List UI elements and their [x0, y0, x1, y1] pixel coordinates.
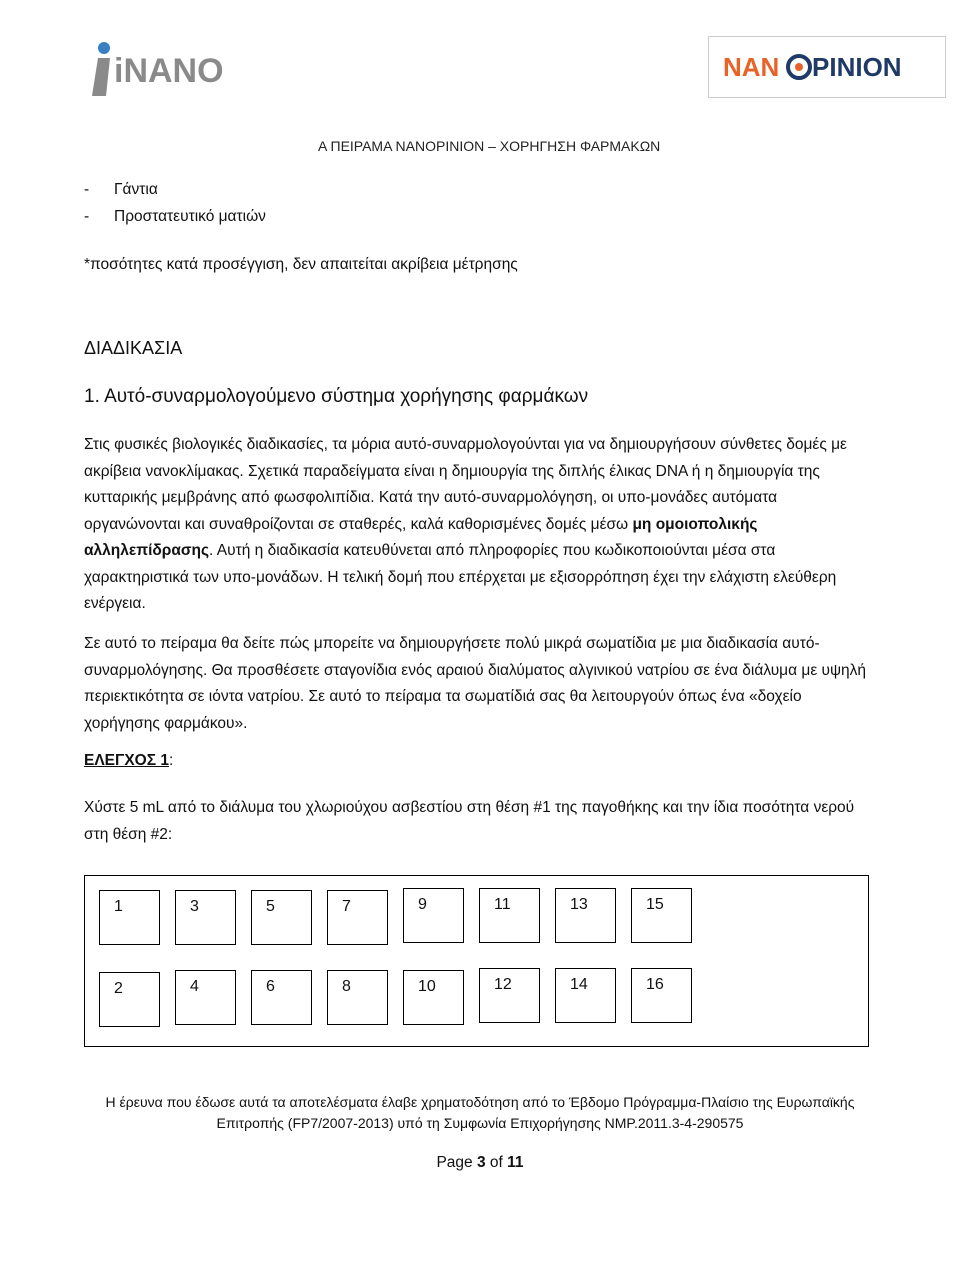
tray-well: 12	[479, 968, 540, 1023]
page-number: Page 3 of 11	[436, 1154, 524, 1171]
paragraph-instructions: Χύστε 5 mL από το διάλυμα του χλωριούχου ασβεστίου στη θέση #1 της παγοθήκης και την ίδια ποσότητα νερού στη θέση #2:	[84, 799, 855, 843]
tray-well: 8	[327, 970, 388, 1025]
tray-well: 5	[251, 890, 312, 945]
tray-well: 7	[327, 890, 388, 945]
section-heading: ΔΙΑΔΙΚΑΣΙΑ	[84, 338, 183, 358]
nanopinion-logo	[708, 36, 946, 98]
check-label: ΕΛΕΓΧΟΣ 1:	[84, 752, 174, 769]
materials-list	[84, 176, 266, 230]
tray-well: 14	[555, 968, 616, 1023]
tray-well: 2	[99, 972, 160, 1027]
footer-line: Επιτροπής (FP7/2007-2013) υπό τη Συμφωνία Επιχορήγησης NMP.2011.3-4-290575	[216, 1115, 744, 1131]
tray-well: 1	[99, 890, 160, 945]
list-item: - Προστατευτικό ματιών	[84, 208, 266, 225]
list-item: - Γάντια	[84, 181, 158, 198]
tray-well: 6	[251, 970, 312, 1025]
footer-line: Η έρευνα που έδωσε αυτά τα αποτελέσματα έλαβε χρηματοδότηση από το Έβδομο Πρόγραμμα-Πλαίσιο της Ευρωπαϊκής	[105, 1094, 855, 1110]
tray-well: 10	[403, 970, 464, 1025]
tray-well: 13	[555, 888, 616, 943]
tray-well: 11	[479, 888, 540, 943]
tray-well: 9	[403, 888, 464, 943]
subheading: 1. Αυτό-συναρμολογούμενο σύστημα χορήγησης φαρμάκων	[84, 386, 589, 407]
quantities-note: *ποσότητες κατά προσέγγιση, δεν απαιτείται ακρίβεια μέτρησης	[84, 256, 518, 273]
bold-term: μη ομοιοπολικής αλληλεπίδρασης	[84, 515, 758, 559]
inano-logo-text: iNANO	[114, 52, 224, 90]
paragraph-experiment: Σε αυτό το πείραμα θα δείτε πώς μπορείτε να δημιουργήσετε πολύ μικρά σωματίδια με μια διαδικασία αυτό-συναρμολόγησης. Θα προσθέσετε σταγονίδια ενός αραιού διαλύματος αλγινικού νατρίου σε ένα διάλυμα με υψηλή περιεκτικότητα σε ιόντα νατρίου. Σε αυτό το πείραμα τα σωματίδιά σας θα λειτουργούν όπως ένα «δοχείο χορήγησης φαρμάκου».	[84, 635, 867, 732]
funding-footer	[0, 1092, 960, 1134]
paragraph-self-assembly: Στις φυσικές βιολογικές διαδικασίες, τα μόρια αυτό-συναρμολογούνται για να δημιουργήσουν σύνθετες δομές με ακρίβεια νανοκλίμακας. Σχετικά παραδείγματα είναι η δημιουργία της διπλής έλικας DNA ή η δημιουργία της κυτταρικής μεμβράνης από φωσφολιπίδια. Κατά την αυτό-συναρμολόγηση, οι υπο-μονάδες αυτόματα οργανώνονται και συναθροίζονται σε σταθερές, καλά καθορισμένες δομές μέσω μη ομοιοπολικής αλληλεπίδρασης. Αυτή η διαδικασία κατευθύνεται από πληροφορίες που κωδικοποιούνται μέσα στα χαρακτηριστικά των υπο-μονάδων. Η τελική δομή που επέρχεται με εξισορρόπηση έχει την ελάχιστη ελεύθερη ενέργεια.	[84, 436, 847, 612]
header-title: Α ΠΕΙΡΑΜΑ NANOPINION – ΧΟΡΗΓΗΣΗ ΦΑΡΜΑΚΩΝ	[318, 138, 661, 154]
tray-well: 4	[175, 970, 236, 1025]
ice-tray	[84, 875, 869, 1047]
inano-logo	[84, 38, 244, 98]
nanopinion-logo-text-b: PINION	[812, 52, 902, 82]
tray-well: 15	[631, 888, 692, 943]
nanopinion-logo-text-a: NAN	[723, 52, 780, 82]
tray-well: 16	[631, 968, 692, 1023]
tray-well: 3	[175, 890, 236, 945]
